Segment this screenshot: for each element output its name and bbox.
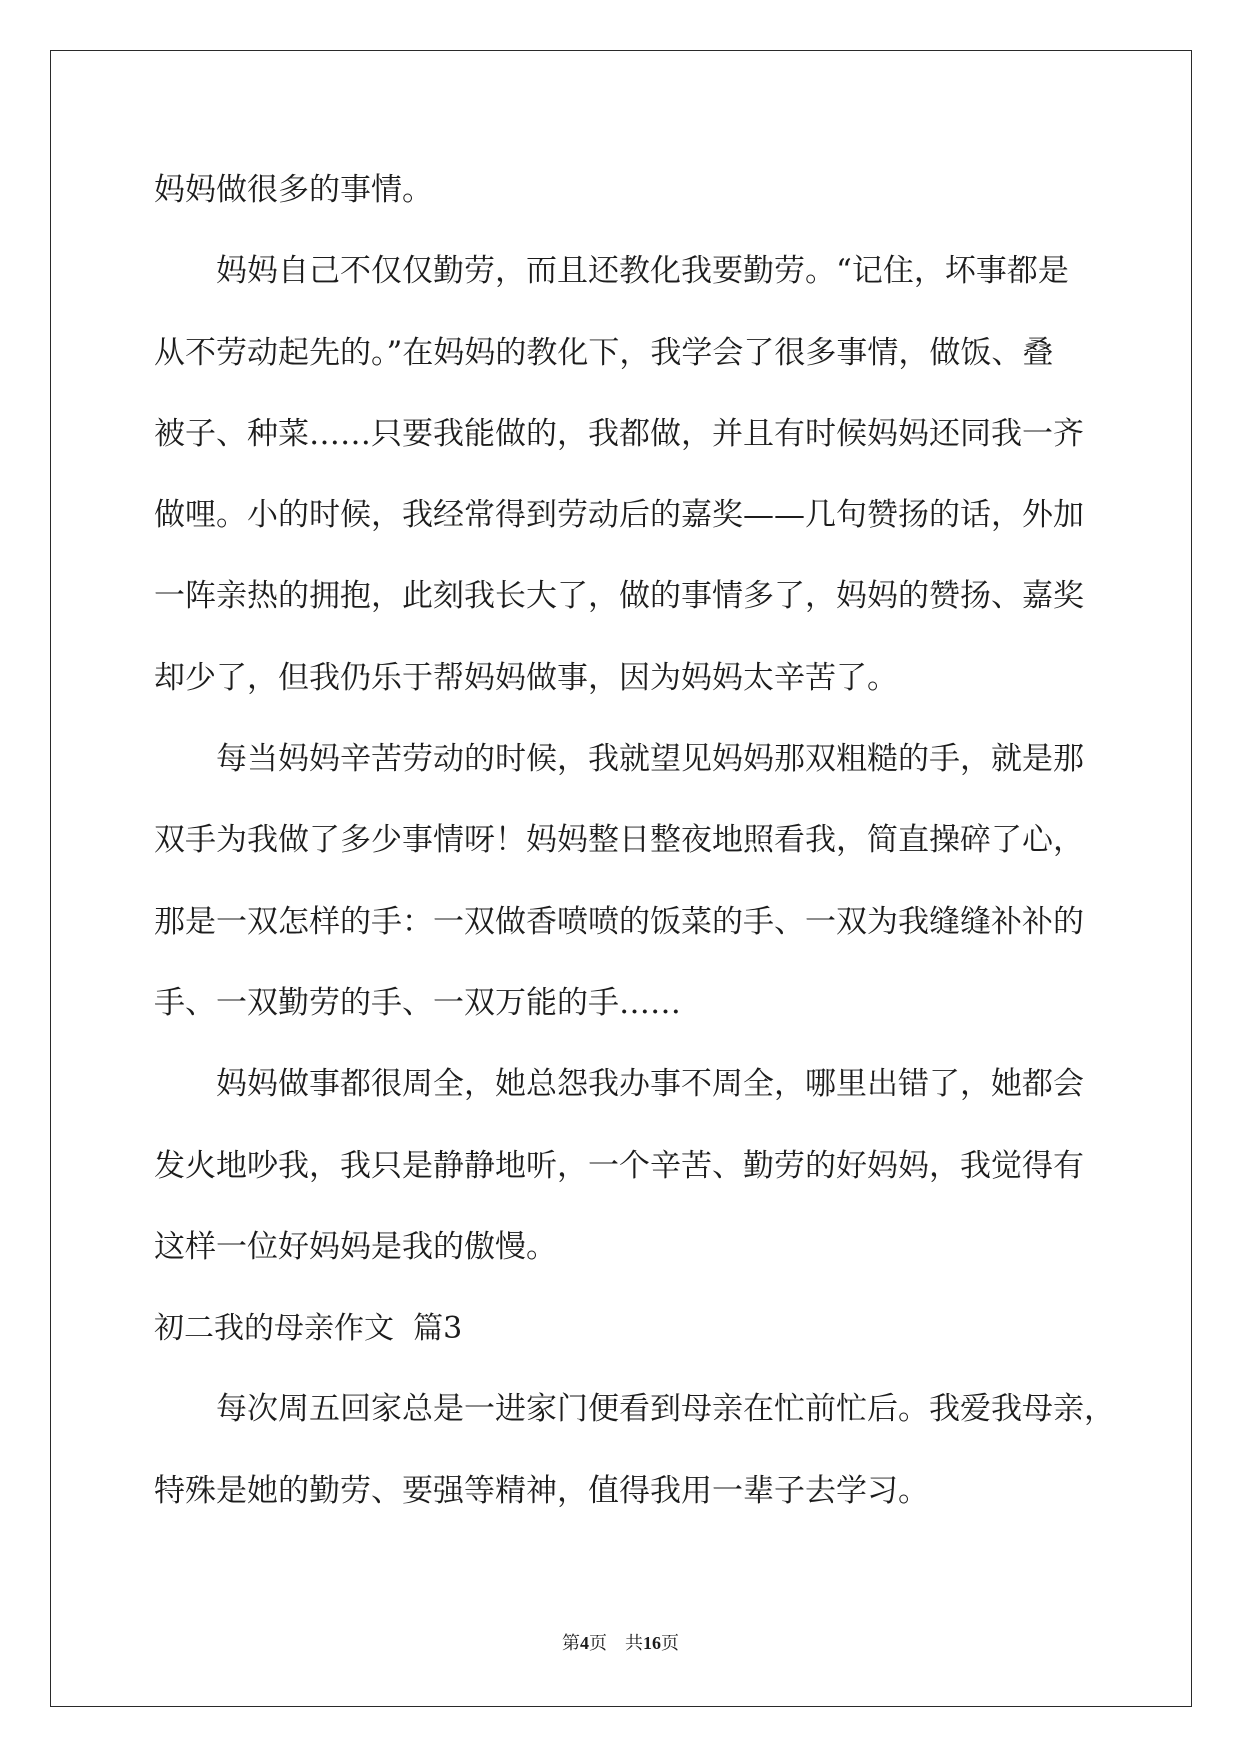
paragraph xyxy=(154,1369,1154,1532)
paragraph-line: 被子、种菜……只要我能做的，我都做，并且有时候妈妈还同我一齐 xyxy=(154,415,1084,452)
paragraph-line: 妈妈自己不仅仅勤劳，而且还教化我要勤劳。“记住，坏事都是 xyxy=(216,253,1069,290)
paragraph xyxy=(154,719,1154,1044)
paragraph xyxy=(154,231,1154,719)
footer-page-suffix: 页 xyxy=(589,1633,607,1653)
paragraph xyxy=(154,1044,1154,1288)
footer-page-prefix: 第 xyxy=(562,1633,580,1653)
page-footer xyxy=(0,1629,1241,1657)
paragraph-line: 却少了，但我仍乐于帮妈妈做事，因为妈妈太辛苦了。 xyxy=(154,659,898,696)
paragraph-line: 双手为我做了多少事情呀！妈妈整日整夜地照看我，简直操碎了心， xyxy=(154,822,1084,859)
paragraph-line: 妈妈做事都很周全，她总怨我办事不周全，哪里出错了，她都会 xyxy=(216,1066,1084,1103)
paragraph xyxy=(154,150,1154,231)
section-heading: 初二我的母亲作文 篇3 xyxy=(154,1311,463,1347)
paragraph-line: 这样一位好妈妈是我的傲慢。 xyxy=(154,1228,557,1265)
paragraph-line: 发火地吵我，我只是静静地听，一个辛苦、勤劳的好妈妈，我觉得有 xyxy=(154,1147,1084,1184)
footer-total-pages: 16 xyxy=(643,1633,661,1653)
paragraph-line: 妈妈做很多的事情。 xyxy=(154,172,433,208)
paragraph-line: 一阵亲热的拥抱，此刻我长大了，做的事情多了，妈妈的赞扬、嘉奖 xyxy=(154,578,1084,615)
document-body xyxy=(154,150,1154,1532)
paragraph-line: 每次周五回家总是一进家门便看到母亲在忙前忙后。我爱我母亲， xyxy=(216,1391,1115,1428)
footer-total-suffix: 页 xyxy=(661,1633,679,1653)
footer-total-prefix: 共 xyxy=(625,1633,643,1653)
paragraph-line: 做哩。小的时候，我经常得到劳动后的嘉奖——几句赞扬的话，外加 xyxy=(154,497,1084,534)
paragraph-line: 那是一双怎样的手：一双做香喷喷的饭菜的手、一双为我缝缝补补的 xyxy=(154,903,1084,940)
paragraph-line: 从不劳动起先的。”在妈妈的教化下，我学会了很多事情，做饭、叠 xyxy=(154,334,1054,371)
paragraph-line: 每当妈妈辛苦劳动的时候，我就望见妈妈那双粗糙的手，就是那 xyxy=(216,741,1084,778)
paragraph-line: 特殊是她的勤劳、要强等精神，值得我用一辈子去学习。 xyxy=(154,1472,929,1509)
footer-current-page: 4 xyxy=(580,1633,589,1653)
paragraph-line: 手、一双勤劳的手、一双万能的手…… xyxy=(154,984,681,1021)
